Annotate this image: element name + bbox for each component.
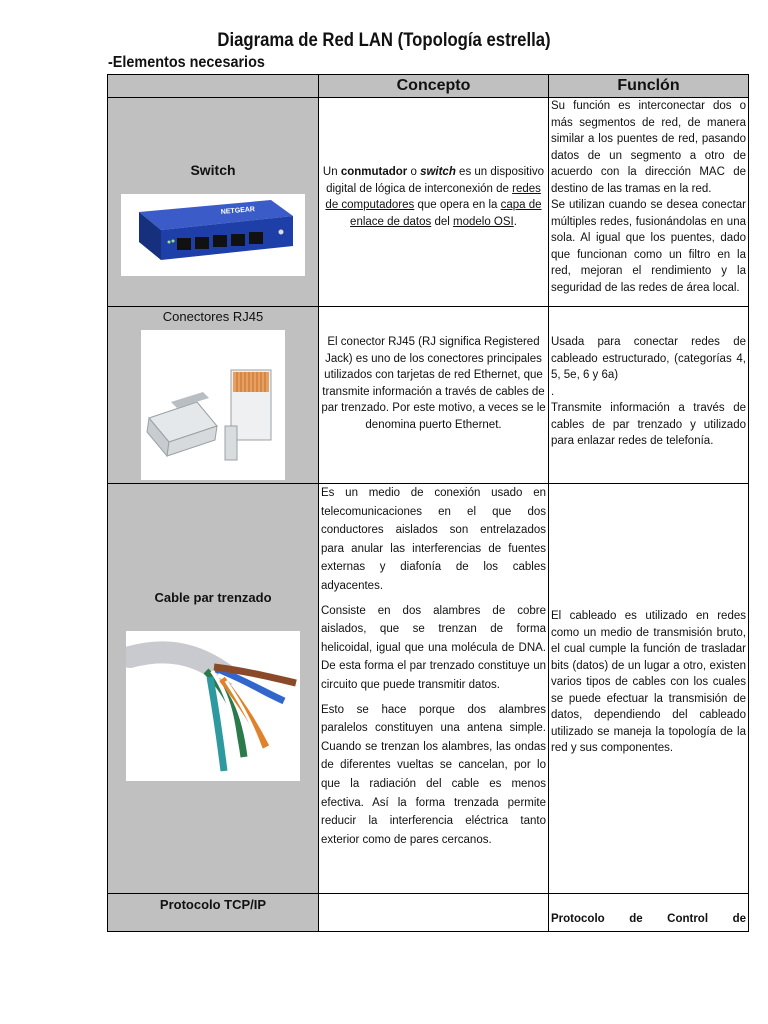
cell-rj45-name: [108, 307, 319, 484]
cable-concept-p1: Es un medio de conexión usado en telecomunicaciones en el que dos conductores aislados son entrelazados para anular las interferencias de fuentes externas y diafonía de los cables adyacentes.: [321, 487, 546, 592]
cell-rj45-concept: [319, 307, 549, 484]
table-header-row: [108, 75, 749, 98]
link-modelo-osi[interactable]: modelo OSI: [453, 215, 514, 228]
row-name-tcpip: Protocolo TCP/IP: [159, 897, 267, 912]
switch-function-p2: Se utilizan cuando se desea conectar múltiples redes, fusionándolas en una sola. Al igual que los puentes, dado que funcionan como un filtro en la red, mejoran el rendimiento y la seguridad de las redes de área local.: [551, 199, 746, 294]
tcpip-function-text: Protocolo de Control de: [551, 913, 746, 925]
rj45-function-p3: Transmite información a través de cables de par trenzado y utilizado para enlazar redes de telefonía.: [551, 402, 746, 447]
elements-table: [107, 74, 749, 932]
section-subtitle: -Elementos necesarios: [108, 54, 265, 71]
cell-tcpip-name: [108, 894, 319, 932]
switch-function-p1: Su función es interconectar dos o más segmentos de red, de manera similar a los puentes de red, pasando datos de un segmento a otro de acuerdo con la dirección MAC de destino de las tramas en la red.: [551, 100, 746, 195]
cell-rj45-function: [549, 307, 749, 484]
row-name-switch: Switch: [190, 162, 236, 178]
cable-function-text: El cableado es utilizado en redes como un medio de transmisión bruto, el cual cumple la función de trasladar bits (datos) de un lugar a otro, existen varios tipos de cables con los cuales se puede efectuar la transmisión de datos, dependiendo del cableado utilizado se maneja la topología de la red y sus componentes.: [551, 610, 746, 754]
rj45-connector-image: [141, 330, 285, 480]
switch-concept-text: Un conmutador o switch es un dispositivo digital de lógica de interconexión de redes de computadores que opera en la capa de enlace de datos del modelo OSI.: [322, 166, 545, 228]
header-concepto: Concepto: [319, 75, 549, 98]
cable-concept-p3: Esto se hace porque dos alambres paralelos constituyen una antena simple. Cuando se trenzan los alambres, las ondas de diferentes vueltas se cancelan, por lo que la radiación del cable es menos efectiva. Así la forma trenzada permite reducir la interferencia eléctrica tanto exterior como de pares cercanos.: [321, 703, 546, 846]
cell-tcpip-function: [549, 894, 749, 932]
row-name-rj45: Conectores RJ45: [162, 309, 264, 324]
header-empty: [108, 75, 319, 98]
cell-cable-name: [108, 484, 319, 894]
cable-concept-p2: Consiste en dos alambres de cobre aislados, que se trenzan de forma helicoidal, igual que una molécula de DNA. De esta forma el par trenzado constituye un circuito que puede transmitir datos.: [321, 604, 546, 691]
table-row-switch: [108, 98, 749, 307]
row-name-cable: Cable par trenzado: [154, 590, 272, 605]
link-redes-de-computadores[interactable]: redes de computadores: [325, 182, 541, 211]
rj45-function-p1: Usada para conectar redes de cableado estructurado, (categorías 4, 5, 5e, 6 y 6a): [551, 336, 746, 381]
rj45-function-p2: .: [551, 385, 555, 398]
document-title: Diagrama de Red LAN (Topología estrella): [217, 30, 551, 51]
rj45-concept-text: El conector RJ45 (RJ significa Registered Jack) es uno de los conectores principales utilizados con tarjetas de red Ethernet, que transmite información a través de cables de par trenzado. Por este motivo, a veces se le denomina puerto Ethernet.: [321, 336, 546, 431]
link-capa-de-enlace[interactable]: capa de enlace de datos: [350, 199, 542, 228]
table-row-tcpip: [108, 894, 749, 932]
cell-switch-name: [108, 98, 319, 307]
header-funcion: Funclón: [549, 75, 749, 98]
table-row-rj45: [108, 307, 749, 484]
cell-switch-concept: [319, 98, 549, 307]
cell-cable-function: [549, 484, 749, 894]
cell-cable-concept: [319, 484, 549, 894]
table-row-cable: [108, 484, 749, 894]
switch-device-image: [121, 194, 305, 276]
cell-tcpip-concept: [319, 894, 549, 932]
twisted-pair-cable-image: [126, 631, 300, 781]
switch-brand-label: NETGEAR: [220, 206, 256, 216]
cell-switch-function: [549, 98, 749, 307]
